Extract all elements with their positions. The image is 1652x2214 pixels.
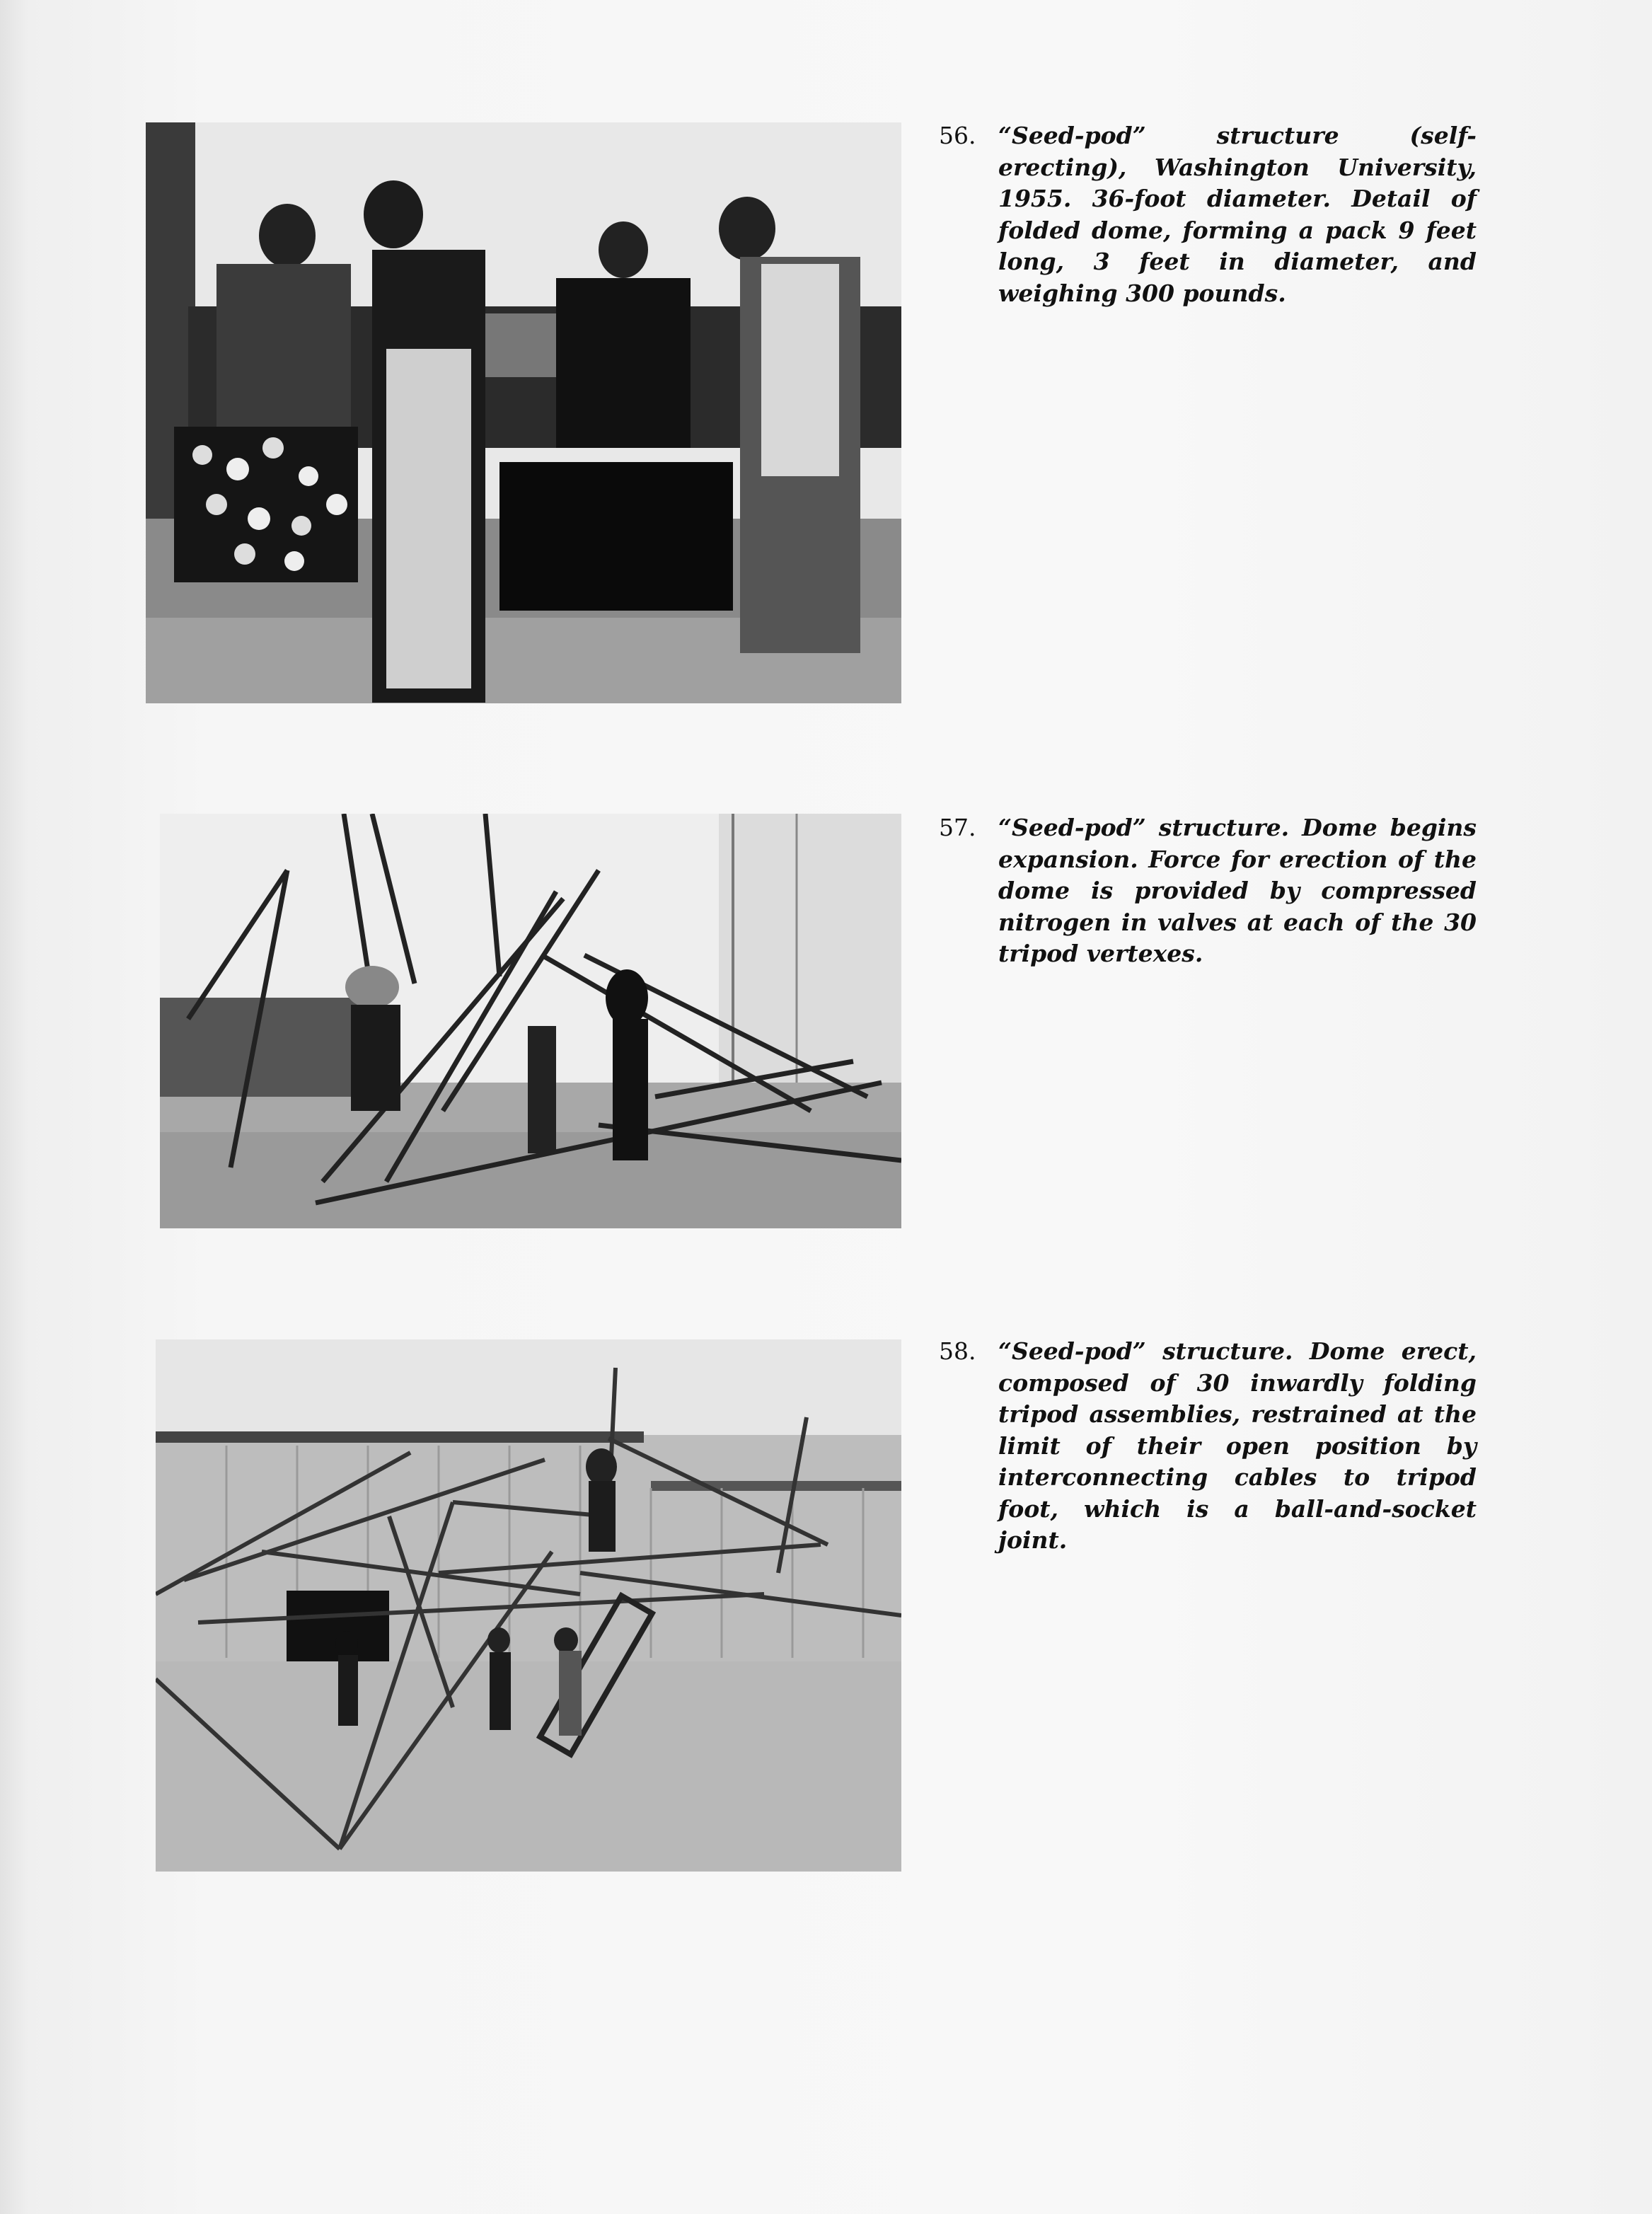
photo-plate-57 (160, 814, 901, 1228)
plate-caption: “Seed-pod” structure (self-erecting), Washington University, 1955. 36-foot diameter. Detail of folded dome, forming a pack 9 feet long, 3 feet in diameter, and weighing 300 pounds. (998, 122, 1477, 307)
plate-number: 57. (939, 814, 976, 841)
plate-caption: “Seed-pod” structure. Dome erect, composed of 30 inwardly folding tripod assemblies, restrained at the limit of their open position by interconnecting cables to tripod foot, which is a ball-and-socket joint. (998, 1337, 1477, 1554)
photo-plate-56 (146, 122, 901, 703)
plate-number: 56. (939, 122, 976, 149)
photo-plate-58 (156, 1339, 901, 1872)
plate-number: 58. (939, 1337, 976, 1365)
plate-caption: “Seed-pod” structure. Dome begins expansion. Force for erection of the dome is provided by compressed nitrogen in valves at each of the 30 tripod vertexes. (998, 814, 1477, 967)
